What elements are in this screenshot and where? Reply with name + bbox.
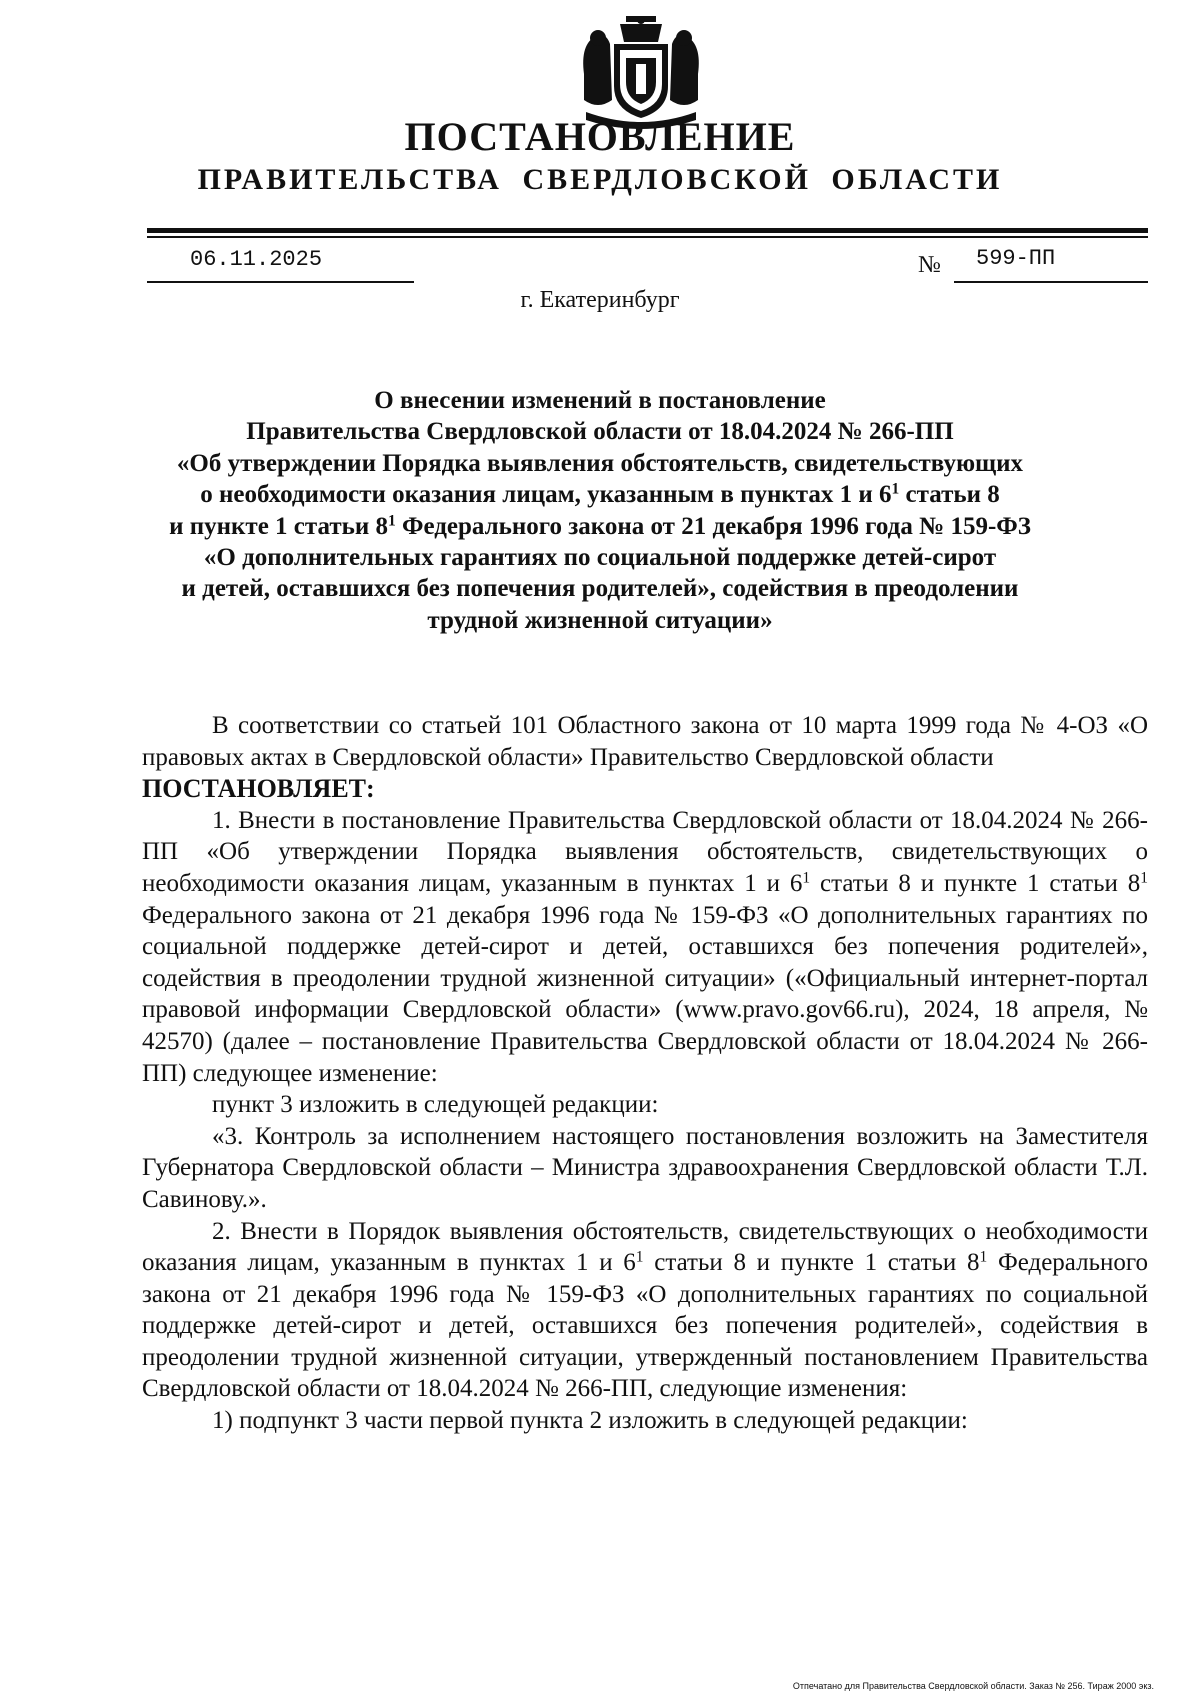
heading-text: статьи 8 xyxy=(899,481,1000,509)
clause-text: статьи 8 и пункте 1 статьи 8 xyxy=(810,869,1141,897)
document-number: 599-ПП xyxy=(976,246,1056,271)
heading-text: и пункте 1 статьи 8 xyxy=(169,512,388,540)
heading-text: Федерального закона от 21 декабря 1996 года № 159-ФЗ xyxy=(395,512,1031,540)
document-type-title: ПОСТАНОВЛЕНИЕ xyxy=(404,114,796,159)
superscript: 1 xyxy=(388,512,396,530)
clause-1-quote: «3. Контроль за исполнением настоящего постановления возложить на Заместителя Губернатора Свердловской области – Министра здравоохранения Свердловской области Т.Л. Савинову.». xyxy=(142,1122,1148,1213)
clause-1-paragraph xyxy=(142,805,1148,1089)
clause-text: 1. Внести в постановление Правительства Свердловской области от 18.04.2024 № 266-ПП «Об утверждении Порядка выявления обстоятельств, свидетельствующих о необходимости оказания лицам, указанным в пунктах 1 и 6 xyxy=(142,806,1148,897)
preamble-paragraph: В соответствии со статьей 101 Областного закона от 10 марта 1999 года № 4-ОЗ «О правовых актах в Свердловской области» Правительство Свердловской области xyxy=(142,712,1148,771)
heading-text: о необходимости оказания лицам, указанным в пунктах 1 и 6 xyxy=(200,481,892,509)
heading-line: Правительства Свердловской области от 18.04.2024 № 266-ПП xyxy=(246,418,954,446)
resolves-label: ПОСТАНОВЛЯЕТ: xyxy=(142,774,375,804)
heading-line: трудной жизненной ситуации» xyxy=(427,606,773,634)
heading-line xyxy=(100,479,1100,510)
heading-line: О внесении изменений в постановление xyxy=(374,387,826,414)
superscript: 1 xyxy=(1140,869,1148,887)
heading-line: «Об утверждении Порядка выявления обстоятельств, свидетельствующих xyxy=(176,449,1024,477)
clause-text: 2. Внести в Порядок выявления обстоятельств, свидетельствующих о необходимости оказания лицам, указанным в пунктах 1 и 6 xyxy=(142,1217,1148,1277)
clause-1-item: пункт 3 изложить в следующей редакции: xyxy=(212,1091,659,1119)
number-underline xyxy=(954,281,1148,283)
clause-text: статьи 8 и пункте 1 статьи 8 xyxy=(643,1249,980,1277)
superscript: 1 xyxy=(802,869,811,887)
superscript: 1 xyxy=(891,480,900,498)
superscript: 1 xyxy=(979,1248,988,1266)
document-city: г. Екатеринбург xyxy=(520,287,680,313)
number-sign: № xyxy=(918,252,941,278)
heading-line xyxy=(100,511,1100,542)
superscript: 1 xyxy=(635,1248,644,1266)
document-body xyxy=(142,710,1148,1437)
header-rule-thick xyxy=(147,228,1148,233)
heading-line: и детей, оставшихся без попечения родителей», содействия в преодолении xyxy=(181,575,1019,603)
clause-text: Федерального закона от 21 декабря 1996 года № 159-ФЗ «О дополнительных гарантиях по социальной поддержке детей-сирот и детей, оставшихся без попечения родителей», содействия в преодолении трудной жизненной ситуации» («Официальный интернет-портал правовой информации Свердловской области» (www.pravo.gov66.ru), 2024, 18 апреля, № 42570) (далее – постановление Правительства Свердловской области от 18.04.2024 № 266-ПП) следующее изменение: xyxy=(142,901,1148,1087)
date-underline xyxy=(147,281,414,283)
clause-text: Федерального закона от 21 декабря 1996 года № 159-ФЗ «О дополнительных гарантиях по социальной поддержке детей-сирот и детей, оставшихся без попечения родителей», содействия в преодолении трудной жизненной ситуации, утвержденный постановлением Правительства Свердловской области от 18.04.2024 № 266-ПП, следующие изменения: xyxy=(142,1249,1149,1403)
clause-2-item-1: 1) подпункт 3 части первой пункта 2 изложить в следующей редакции: xyxy=(212,1407,968,1435)
print-note: Отпечатано для Правительства Свердловской области. Заказ № 256. Тираж 2000 экз. xyxy=(792,1681,1154,1691)
clause-2-paragraph xyxy=(142,1216,1148,1406)
document-heading xyxy=(100,385,1100,636)
header-rule-thin xyxy=(147,236,1148,238)
document-date: 06.11.2025 xyxy=(190,247,323,272)
heading-line: «О дополнительных гарантиях по социальной поддержке детей-сирот xyxy=(203,544,997,572)
issuing-authority: ПРАВИТЕЛЬСТВА СВЕРДЛОВСКОЙ ОБЛАСТИ xyxy=(197,163,1003,196)
